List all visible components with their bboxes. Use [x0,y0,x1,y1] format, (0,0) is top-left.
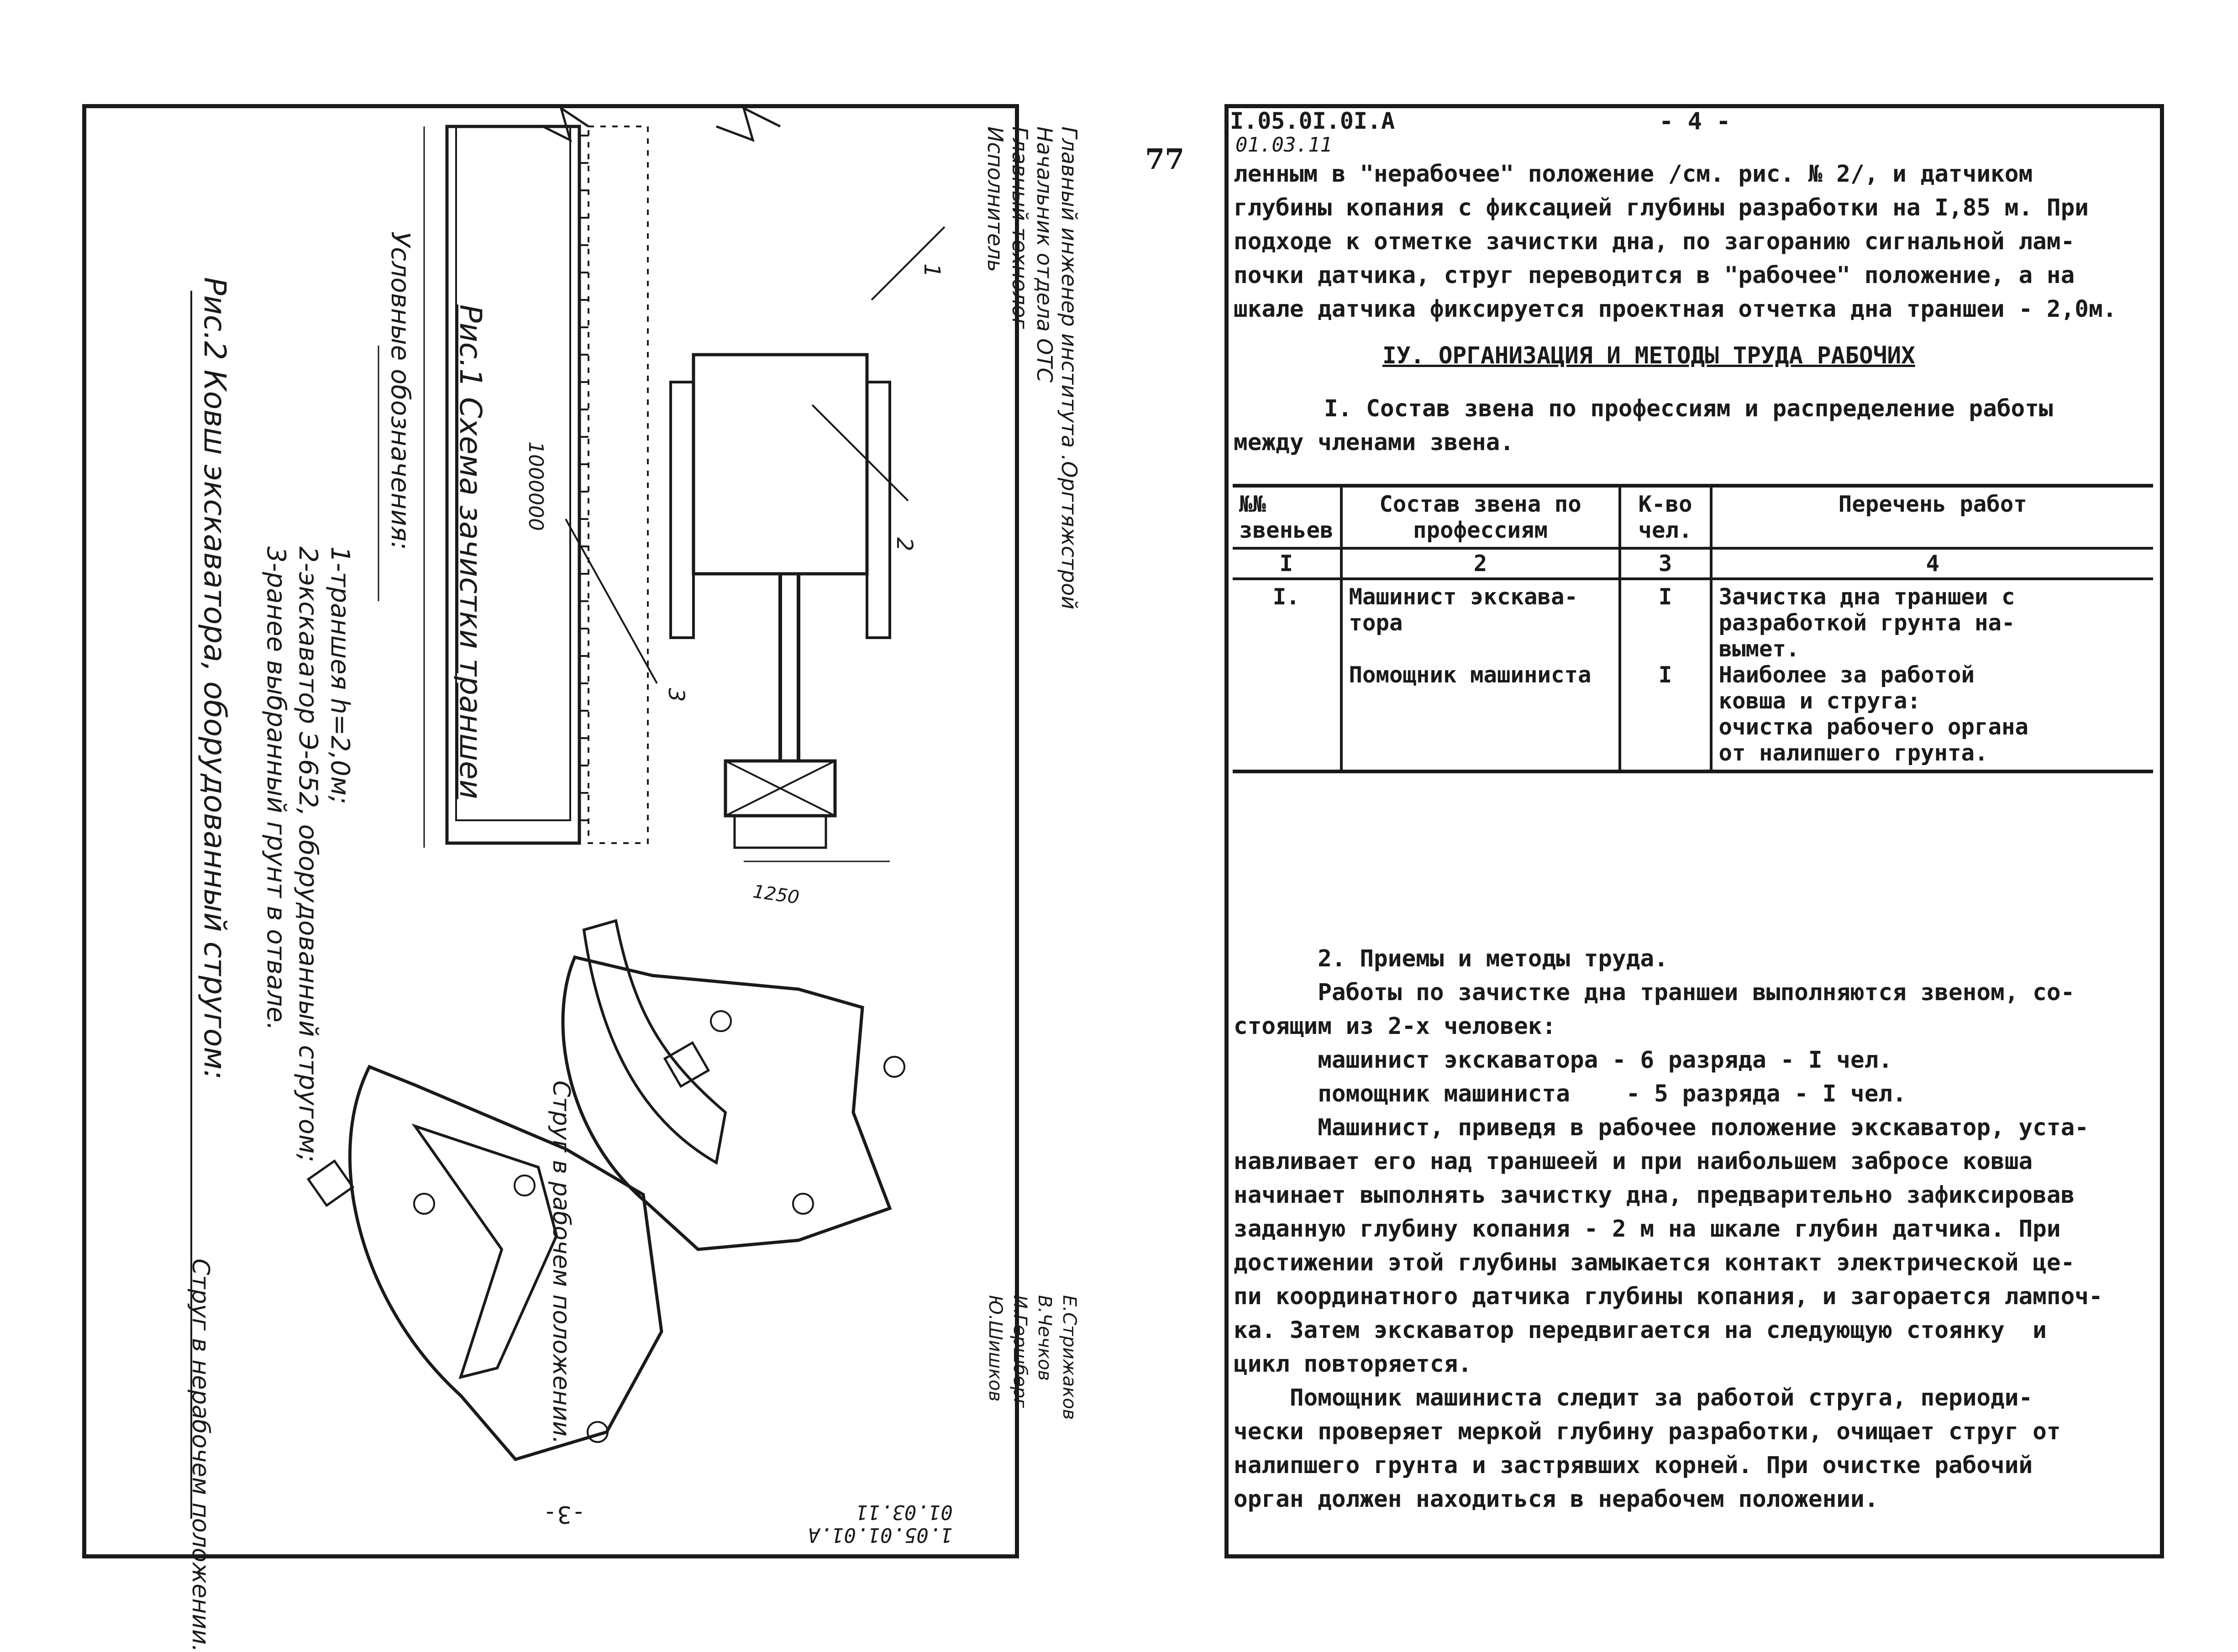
intro-line: почки датчика, струг переводится в "рабочее" положение, а на [1234,262,2075,289]
figure-2-nonworking-label: Струг в нерабочем положении. [187,1259,214,1652]
intro-line: шкале датчика фиксируется проектная отчетка дна траншеи - 2,0м. [1234,296,2117,323]
intro-line: подходе к отметке зачистки дна, по загоранию сигнальной лам- [1234,228,2075,255]
body-line: Помощник машиниста следит за работой струга, периоди- [1234,1385,2033,1411]
signature-institute: .Оргтяжстрой [1057,454,1082,610]
section-heading: IУ. ОРГАНИЗАЦИЯ И МЕТОДЫ ТРУДА РАБОЧИХ [1382,342,1915,369]
col-header-count: К-во чел. [1620,486,1711,548]
subsection-line: I. Состав звена по профессиям и распределение работы [1324,395,2053,422]
col-number: 4 [1711,548,2154,579]
figure-1-caption: Рис.1 Схема зачистки траншеи [453,304,488,799]
signature-role-chief-technologist: Главный технолог [1008,126,1032,329]
signature-name: И.Гершберг [1009,1295,1030,1408]
col-header-works: Перечень работ [1711,486,2154,548]
signature-name: Ю.Шишков [985,1295,1006,1402]
legend-list [260,546,356,1162]
col-number: 2 [1341,548,1620,579]
profession-cell: Машинист экскава- тора Помощник машиниста [1341,579,1620,771]
body-line: навливает его над траншеей и при наибольшем забросе ковша [1234,1148,2033,1175]
body-line: пи координатного датчика глубины копания, и загорается лампоч- [1234,1283,2103,1310]
legend-item: 3-ранее выбранный грунт в отвале. [261,546,291,1031]
body-line: орган должен находиться в нерабочем положении. [1234,1486,1879,1513]
body-line: начинает выполнять зачистку дна, предварительно зафиксировав [1234,1182,2075,1209]
col-number: 3 [1620,548,1711,579]
figure-2-caption: Рис.2 Ковш экскаватора, оборудованный стругом: [197,277,232,1080]
sheet-number: 77 [1145,142,1185,176]
body-line: Машинист, приведя в рабочее положение экскаватор, уста- [1234,1114,2089,1141]
doc-date: 01.03.11 [1235,133,1332,157]
left-doc-code: 1.05.01.01.А [808,1523,953,1547]
figure-2-working-label: Струг в рабочем положении. [547,1080,575,1444]
body-line: стоящим из 2-х человек: [1234,1013,1556,1040]
signature-names [983,1295,1082,1420]
body-line: цикл повторяется. [1234,1351,1472,1378]
left-doc-code-block [808,1500,953,1546]
page-number: - 4 - [1659,108,1731,135]
signature-role-executor: Исполнитель [983,126,1008,272]
col-header-profession: Состав звена по профессиям [1341,486,1620,548]
signature-role-chief-engineer: Главный инженер института [1057,126,1082,448]
crew-table [1233,484,2153,773]
body-line: ка. Затем экскаватор передвигается на следующую стоянку и [1234,1317,2047,1344]
works-cell: Зачистка дна траншеи с разработкой грунта на- вымет. Наиболее за работой ковша и струга: очистка рабочего органа от налипшего грунта. [1711,579,2154,771]
legend-title: Условные обозначения: [385,231,415,550]
callout-1: 1 [919,263,945,278]
approval-signatures [983,126,1082,609]
col-number: I [1233,548,1341,579]
legend-item: 2-экскаватор Э-652, оборудованный стругом; [293,546,323,1163]
left-page-drawing-sheet [82,104,1082,1652]
signature-role-department-head: Начальник отдела ОТС [1032,126,1057,383]
subsection-line: между членами звена. [1234,429,1514,456]
dimension-width: 1250 [751,881,801,908]
body-line: заданную глубину копания - 2 м на шкале глубин датчика. При [1234,1216,2061,1243]
body-line: помощник машиниста - 5 разряда - I чел. [1234,1080,1907,1107]
signature-name: Е.Стрижаков [1059,1295,1080,1420]
callout-3: 3 [663,688,689,702]
table-row [1233,579,2153,771]
body-line: машинист экскаватора - 6 разряда - I чел. [1234,1047,1893,1074]
intro-line: ленным в "нерабочее" положение /см. рис. № 2/, и датчиком [1234,161,2033,188]
doc-code: I.05.0I.0I.А [1230,108,1395,134]
body-text [1234,908,2103,1550]
left-doc-date: 01.03.11 [856,1500,953,1524]
body-line: чески проверяет меркой глубину разработки, очищает струг от [1234,1418,2061,1445]
body-line: Работы по зачистке дна траншеи выполняются звеном, со- [1234,979,2075,1006]
left-page-number: -3- [543,1500,586,1528]
signature-name: В.Чечков [1034,1295,1055,1381]
count-cell: I I [1620,579,1711,771]
intro-line: глубины копания с фиксацией глубины разработки на I,85 м. При [1234,194,2089,221]
body-line: налипшего грунта и застрявших корней. При очистке рабочий [1234,1452,2033,1479]
legend-item: 1-траншея h=2,0м; [325,546,355,804]
col-header-crew-no: №№ звеньев [1233,486,1341,548]
body-line: 2. Приемы и методы труда. [1234,945,1668,972]
dimension-length: 1000000 [524,441,547,531]
body-line: достижении этой глубины замыкается контакт электрической це- [1234,1249,2075,1276]
crew-number: I. [1233,579,1341,771]
callout-2: 2 [892,537,917,551]
